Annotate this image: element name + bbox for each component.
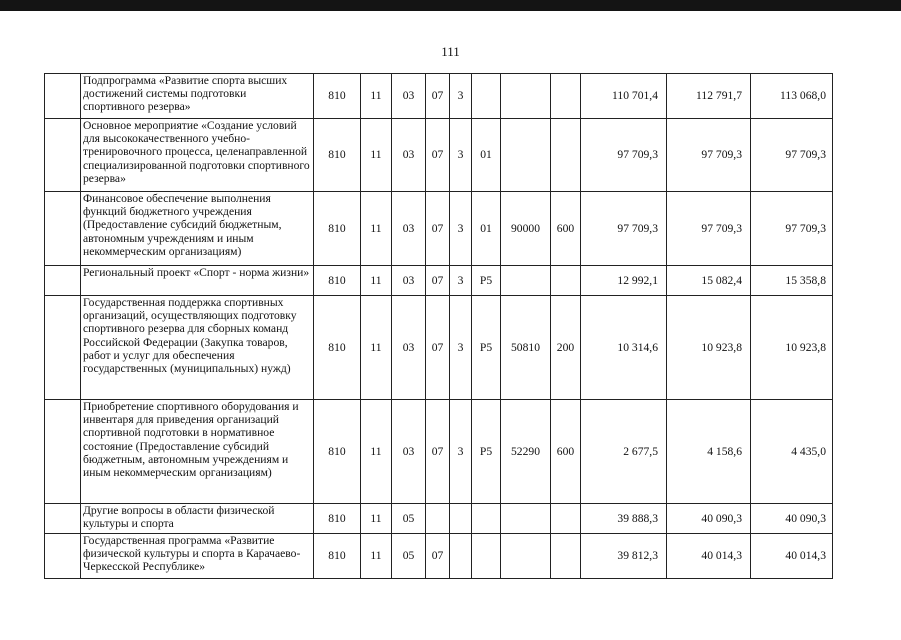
blank-cell [45,296,81,400]
event-code [472,74,501,119]
table-row [45,192,833,266]
program-code: 07 [426,296,450,400]
expense-type-code: 600 [551,192,581,266]
blank-cell [45,534,81,579]
amount-year-1: 97 709,3 [581,119,667,192]
expense-type-code [551,74,581,119]
blank-cell [45,74,81,119]
budget-table-body [45,74,833,579]
subsection-code: 05 [392,534,426,579]
subsection-code: 03 [392,119,426,192]
expense-type-code [551,119,581,192]
amount-year-2: 97 709,3 [667,192,751,266]
amount-year-2: 4 158,6 [667,400,751,504]
direction-code: 90000 [501,192,551,266]
subprogram-code: 3 [450,400,472,504]
amount-year-1: 97 709,3 [581,192,667,266]
section-code: 11 [361,192,392,266]
event-code: P5 [472,400,501,504]
budget-table [44,73,833,579]
blank-cell [45,400,81,504]
item-name: Другие вопросы в области физической культуры и спорта [81,504,314,534]
amount-year-1: 2 677,5 [581,400,667,504]
program-code: 07 [426,192,450,266]
expense-type-code [551,266,581,296]
subprogram-code [450,534,472,579]
direction-code [501,74,551,119]
ministry-code: 810 [314,400,361,504]
amount-year-2: 15 082,4 [667,266,751,296]
section-code: 11 [361,504,392,534]
item-name: Региональный проект «Спорт - норма жизни» [81,266,314,296]
program-code: 07 [426,266,450,296]
direction-code [501,504,551,534]
direction-code [501,119,551,192]
amount-year-3: 97 709,3 [751,119,833,192]
amount-year-3: 40 014,3 [751,534,833,579]
subprogram-code: 3 [450,296,472,400]
amount-year-3: 113 068,0 [751,74,833,119]
expense-type-code: 600 [551,400,581,504]
item-name: Приобретение спортивного оборудования и инвентаря для приведения организаций спортивной подготовки в нормативное состояние (Предоставление субсидий бюджетным, автономным учреждениям и иным некоммерческим организациям) [81,400,314,504]
subsection-code: 03 [392,296,426,400]
event-code [472,504,501,534]
direction-code: 52290 [501,400,551,504]
subprogram-code: 3 [450,192,472,266]
item-name: Финансовое обеспечение выполнения функций бюджетного учреждения (Предоставление субсидий бюджетным, автономным учреждениям и иным некоммерческим организациям) [81,192,314,266]
item-name: Государственная поддержка спортивных организаций, осуществляющих подготовку спортивного резерва для сборных команд Российской Федерации (Закупка товаров, работ и услуг для обеспечения государственных (муниципальных) нужд) [81,296,314,400]
event-code: 01 [472,119,501,192]
table-row [45,534,833,579]
expense-type-code: 200 [551,296,581,400]
subprogram-code: 3 [450,74,472,119]
ministry-code: 810 [314,266,361,296]
amount-year-2: 10 923,8 [667,296,751,400]
ministry-code: 810 [314,296,361,400]
scan-top-border [0,0,901,11]
program-code: 07 [426,400,450,504]
amount-year-3: 10 923,8 [751,296,833,400]
amount-year-2: 97 709,3 [667,119,751,192]
direction-code: 50810 [501,296,551,400]
amount-year-1: 39 888,3 [581,504,667,534]
program-code: 07 [426,119,450,192]
amount-year-2: 40 090,3 [667,504,751,534]
ministry-code: 810 [314,534,361,579]
item-name: Подпрограмма «Развитие спорта высших достижений системы подготовки спортивного резерва» [81,74,314,119]
item-name: Государственная программа «Развитие физической культуры и спорта в Карачаево-Черкесской Республике» [81,534,314,579]
expense-type-code [551,504,581,534]
amount-year-1: 39 812,3 [581,534,667,579]
blank-cell [45,192,81,266]
ministry-code: 810 [314,119,361,192]
amount-year-2: 40 014,3 [667,534,751,579]
subsection-code: 05 [392,504,426,534]
section-code: 11 [361,534,392,579]
section-code: 11 [361,400,392,504]
program-code: 07 [426,534,450,579]
subprogram-code: 3 [450,119,472,192]
amount-year-3: 97 709,3 [751,192,833,266]
direction-code [501,534,551,579]
amount-year-3: 4 435,0 [751,400,833,504]
table-row [45,504,833,534]
table-row [45,119,833,192]
event-code: P5 [472,296,501,400]
amount-year-1: 10 314,6 [581,296,667,400]
ministry-code: 810 [314,74,361,119]
amount-year-1: 12 992,1 [581,266,667,296]
subsection-code: 03 [392,266,426,296]
subsection-code: 03 [392,192,426,266]
ministry-code: 810 [314,192,361,266]
subsection-code: 03 [392,400,426,504]
program-code: 07 [426,74,450,119]
table-row [45,296,833,400]
event-code: P5 [472,266,501,296]
table-row [45,74,833,119]
amount-year-3: 15 358,8 [751,266,833,296]
table-row [45,266,833,296]
blank-cell [45,119,81,192]
page-number: 111 [441,44,460,59]
amount-year-2: 112 791,7 [667,74,751,119]
direction-code [501,266,551,296]
amount-year-1: 110 701,4 [581,74,667,119]
amount-year-3: 40 090,3 [751,504,833,534]
event-code [472,534,501,579]
section-code: 11 [361,296,392,400]
expense-type-code [551,534,581,579]
subprogram-code: 3 [450,266,472,296]
ministry-code: 810 [314,504,361,534]
subprogram-code [450,504,472,534]
item-name: Основное мероприятие «Создание условий для высококачественного учебно-тренировочного процесса, целенаправленной специализированной подготовки спортивного резерва» [81,119,314,192]
section-code: 11 [361,74,392,119]
program-code [426,504,450,534]
section-code: 11 [361,266,392,296]
event-code: 01 [472,192,501,266]
table-row [45,400,833,504]
blank-cell [45,266,81,296]
subsection-code: 03 [392,74,426,119]
blank-cell [45,504,81,534]
section-code: 11 [361,119,392,192]
